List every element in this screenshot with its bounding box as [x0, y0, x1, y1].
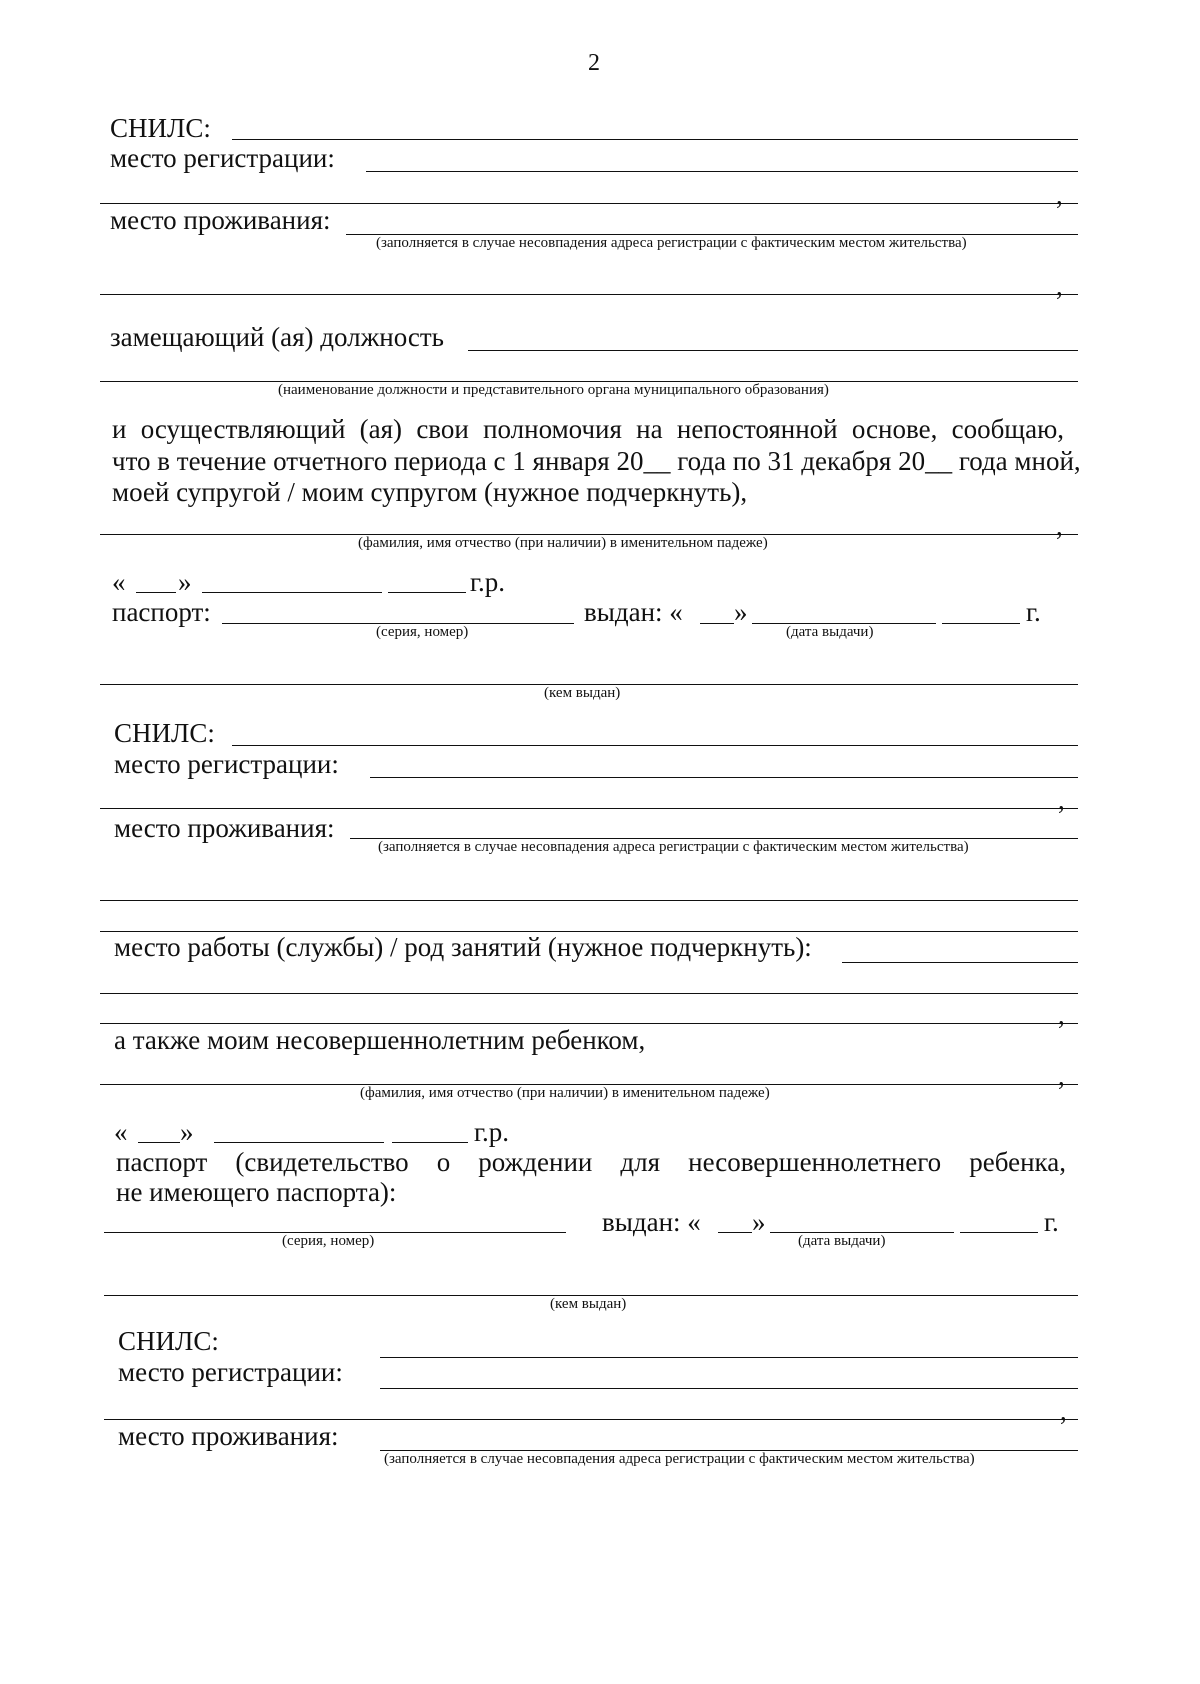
spouse-work-label: место работы (службы) / род занятий (нужное подчеркнуть):	[114, 932, 812, 962]
spouse-registration-line[interactable]	[370, 777, 1078, 778]
child-year-suffix: г.	[1044, 1207, 1059, 1237]
child-issuer-caption: (кем выдан)	[550, 1296, 627, 1312]
child-registration-comma: ,	[1060, 1396, 1067, 1426]
child-issued-year-line[interactable]	[960, 1232, 1038, 1233]
spouse-snils-line[interactable]	[232, 745, 1078, 746]
spouse-registration-line-2[interactable]	[100, 808, 1078, 809]
child-birth-open-quote: «	[114, 1117, 128, 1147]
spouse-registration-label: место регистрации:	[114, 749, 339, 779]
child-issued-label: выдан: «	[602, 1207, 701, 1237]
spouse-birth-month-line[interactable]	[202, 592, 382, 593]
spouse-work-line-2[interactable]	[100, 993, 1078, 994]
child-birth-month-line[interactable]	[214, 1142, 384, 1143]
child-series-caption: (серия, номер)	[282, 1233, 375, 1249]
spouse-birth-open-quote: «	[112, 567, 126, 597]
child-birth-year-line[interactable]	[392, 1142, 468, 1143]
residence-caption: (заполняется в случае несовпадения адреса регистрации с фактическим местом жительства)	[376, 235, 967, 251]
child-registration-line-2[interactable]	[104, 1419, 1078, 1420]
child-residence-label: место проживания:	[118, 1421, 339, 1451]
statement-line-2: что в течение отчетного периода с 1 января 20__ года по 31 декабря 20__ года мной,	[112, 446, 1081, 476]
child-name-caption: (фамилия, имя отчество (при наличии) в именительном падеже)	[360, 1085, 770, 1101]
child-snils-label: СНИЛС:	[118, 1326, 219, 1356]
snils-label: СНИЛС:	[110, 113, 211, 143]
child-registration-label: место регистрации:	[118, 1357, 343, 1387]
child-snils-line[interactable]	[380, 1357, 1078, 1358]
spouse-issued-day-line[interactable]	[700, 623, 734, 624]
registration-comma: ,	[1056, 180, 1063, 210]
spouse-residence-line-2[interactable]	[100, 900, 1078, 901]
spouse-issued-year-line[interactable]	[942, 623, 1020, 624]
registration-field-line-2[interactable]	[100, 203, 1078, 204]
spouse-issued-label: выдан: «	[584, 597, 683, 627]
spouse-issuer-caption: (кем выдан)	[544, 685, 621, 701]
residence-field-line-2[interactable]	[100, 294, 1078, 295]
snils-field-line[interactable]	[232, 139, 1078, 140]
child-name-comma: ,	[1058, 1061, 1065, 1091]
child-registration-line[interactable]	[380, 1388, 1078, 1389]
spouse-birth-close-quote: »	[178, 567, 192, 597]
spouse-name-caption: (фамилия, имя отчество (при наличии) в именительном падеже)	[358, 535, 768, 551]
child-intro: а также моим несовершеннолетним ребенком,	[114, 1025, 646, 1055]
child-passport-line-2: не имеющего паспорта):	[116, 1177, 397, 1207]
position-caption: (наименование должности и представительного органа муниципального образования)	[278, 382, 829, 398]
spouse-birth-suffix: г.р.	[470, 567, 506, 597]
spouse-work-line-3[interactable]	[100, 1023, 1078, 1024]
spouse-work-line[interactable]	[842, 962, 1078, 963]
residence-label: место проживания:	[110, 205, 331, 235]
residence-comma: ,	[1056, 271, 1063, 301]
child-birth-close-quote: »	[180, 1117, 194, 1147]
position-label: замещающий (ая) должность	[110, 322, 444, 352]
spouse-name-comma: ,	[1056, 511, 1063, 541]
spouse-work-comma: ,	[1058, 1000, 1065, 1030]
child-passport-line-1: паспорт (свидетельство о рождении для несовершеннолетнего ребенка,	[116, 1147, 1066, 1177]
spouse-series-caption: (серия, номер)	[376, 624, 469, 640]
statement-line-3: моей супругой / моим супругом (нужное подчеркнуть),	[112, 477, 748, 507]
spouse-passport-label: паспорт:	[112, 597, 211, 627]
statement-line-1: и осуществляющий (ая) свои полномочия на непостоянной основе, сообщаю,	[112, 414, 1064, 444]
child-birth-suffix: г.р.	[474, 1117, 510, 1147]
child-date-caption: (дата выдачи)	[798, 1233, 886, 1249]
registration-label: место регистрации:	[110, 143, 335, 173]
spouse-birth-day-line[interactable]	[136, 592, 176, 593]
spouse-issued-close-quote: »	[734, 597, 748, 627]
child-issued-close-quote: »	[752, 1207, 766, 1237]
spouse-year-suffix: г.	[1026, 597, 1041, 627]
spouse-snils-label: СНИЛС:	[114, 718, 215, 748]
spouse-residence-caption: (заполняется в случае несовпадения адреса регистрации с фактическим местом жительства)	[378, 839, 969, 855]
position-field-line[interactable]	[468, 350, 1078, 351]
spouse-birth-year-line[interactable]	[388, 592, 466, 593]
registration-field-line[interactable]	[366, 171, 1078, 172]
spouse-registration-comma: ,	[1058, 785, 1065, 815]
child-birth-day-line[interactable]	[138, 1142, 180, 1143]
page-number: 2	[588, 50, 600, 76]
child-issued-day-line[interactable]	[718, 1232, 752, 1233]
child-residence-caption: (заполняется в случае несовпадения адреса регистрации с фактическим местом жительства)	[384, 1451, 975, 1467]
spouse-residence-label: место проживания:	[114, 813, 335, 843]
spouse-date-caption: (дата выдачи)	[786, 624, 874, 640]
